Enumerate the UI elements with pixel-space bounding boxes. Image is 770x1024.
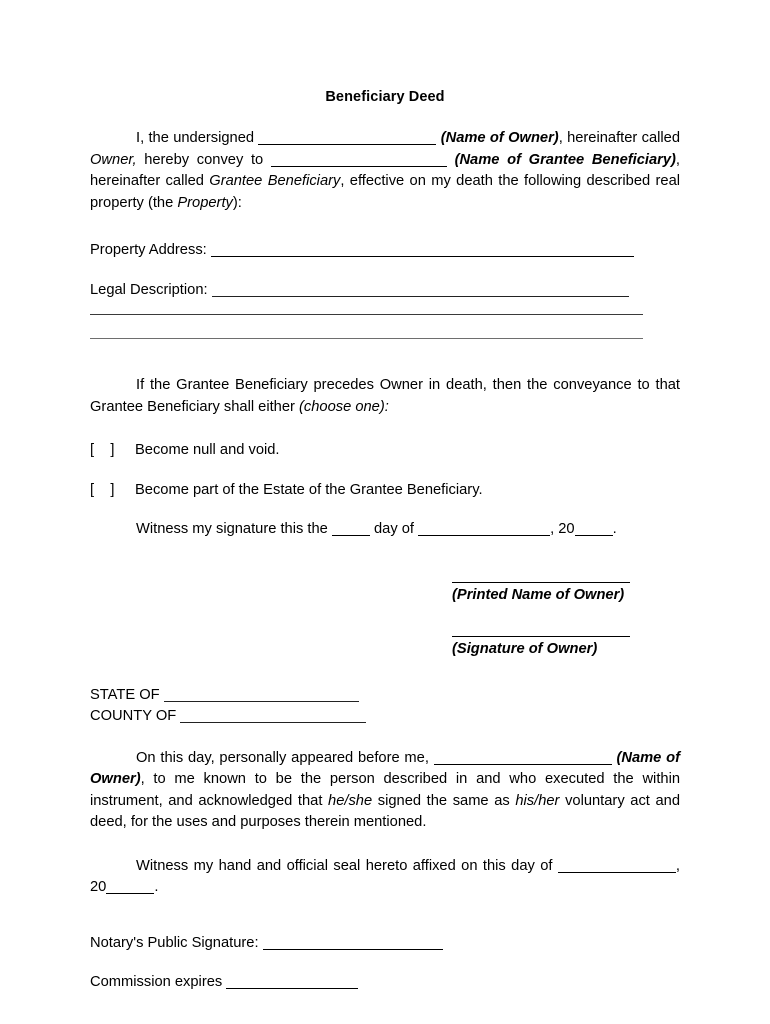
notary-signature-blank[interactable] [263, 936, 443, 950]
property-italic: Property [177, 194, 233, 211]
he-she-text: he/she [328, 792, 373, 809]
option-label-estate: Become part of the Estate of the Grantee Beneficiary. [135, 481, 483, 498]
legal-description-rule-row-3 [90, 325, 680, 349]
acknowledgment-text-1: On this day, personally appeared before me, [136, 749, 434, 766]
seal-text-3: . [154, 879, 159, 896]
legal-description-blank-3[interactable] [90, 338, 643, 339]
grantee-italic: Grantee Beneficiary [209, 173, 341, 190]
opening-text-6: ): [232, 194, 242, 211]
witness-text-3: , 20 [550, 521, 575, 538]
property-address-label: Property Address: [90, 242, 207, 259]
seal-day-blank[interactable] [558, 859, 676, 873]
commission-expires-blank[interactable] [226, 975, 358, 989]
his-her-text: his/her [515, 792, 560, 809]
owner-signature-block [452, 635, 682, 659]
seal-year-blank[interactable] [106, 880, 154, 894]
precedes-paragraph [90, 375, 680, 418]
option-row-estate[interactable] [90, 480, 680, 502]
grantee-name-blank[interactable] [271, 153, 447, 167]
precedes-text: If the Grantee Beneficiary precedes Owner in death, then the conveyance to that Grantee Beneficiary shall either [90, 377, 680, 415]
seal-text-2: , 20 [90, 857, 680, 896]
owner-name-label: (Name of Owner) [440, 130, 559, 147]
commission-expires-label: Commission expires [90, 974, 223, 991]
witness-year-blank[interactable] [575, 522, 613, 536]
county-label: COUNTY OF [90, 708, 177, 725]
notary-signature-label: Notary's Public Signature: [90, 934, 259, 951]
choose-one-text: (choose one): [299, 398, 389, 415]
witness-month-blank[interactable] [418, 522, 550, 536]
opening-text-3: hereby convey to [136, 151, 271, 168]
acknowledgment-text-2: , to me known to be the person described in and who executed the within instrument, and acknowledged that [90, 771, 680, 809]
owner-signature-line[interactable] [452, 635, 630, 637]
witness-text-1: Witness my signature this the [136, 521, 332, 538]
legal-description-rule-row-2 [90, 301, 680, 325]
option-row-null-void[interactable] [90, 440, 680, 462]
acknowledgment-name-blank[interactable] [434, 751, 612, 765]
seal-text-1: Witness my hand and official seal hereto affixed on this day of [136, 857, 558, 874]
option-label-null-void: Become null and void. [135, 442, 280, 459]
acknowledgment-name-label: (Name of Owner) [90, 749, 680, 788]
opening-text-4: , hereinafter called [90, 151, 680, 190]
printed-name-signature-block [452, 581, 682, 605]
page-title: Beneficiary Deed [325, 89, 445, 105]
legal-description-label: Legal Description: [90, 281, 208, 298]
state-label: STATE OF [90, 686, 160, 703]
property-address-field [90, 240, 680, 262]
opening-paragraph [90, 128, 680, 214]
legal-description-blank-1[interactable] [212, 283, 629, 297]
witness-signature-line [90, 519, 680, 541]
owner-name-blank[interactable] [258, 131, 436, 145]
county-blank[interactable] [180, 709, 366, 723]
property-address-blank[interactable] [211, 243, 634, 257]
notary-signature-field [90, 933, 680, 955]
checkbox-null-void[interactable]: [ ] [90, 442, 115, 459]
printed-name-line[interactable] [452, 581, 630, 583]
commission-expires-field [90, 972, 680, 994]
state-field [90, 685, 680, 707]
legal-description-field [90, 280, 680, 302]
owner-signature-label: (Signature of Owner) [452, 640, 598, 657]
witness-text-4: . [612, 521, 617, 538]
opening-text-5: , effective on my death the following described real property (the [90, 173, 680, 211]
grantee-name-label: (Name of Grantee Beneficiary) [454, 151, 676, 168]
acknowledgment-text-4: voluntary act and deed, for the uses and purposes therein mentioned. [90, 792, 680, 831]
opening-text-2: , hereinafter called [558, 130, 680, 147]
document-body [90, 88, 680, 994]
state-blank[interactable] [164, 688, 359, 702]
acknowledgment-paragraph [90, 748, 680, 834]
printed-name-label: (Printed Name of Owner) [452, 586, 625, 603]
checkbox-estate[interactable]: [ ] [90, 481, 115, 498]
legal-description-blank-2[interactable] [90, 314, 643, 315]
witness-day-blank[interactable] [332, 522, 370, 536]
county-field [90, 706, 680, 728]
opening-text-1: I, the undersigned [136, 130, 259, 147]
acknowledgment-text-3: signed the same as [372, 792, 516, 809]
witness-text-2: day of [369, 521, 419, 538]
seal-paragraph [90, 856, 680, 899]
owner-italic: Owner, [90, 151, 137, 168]
